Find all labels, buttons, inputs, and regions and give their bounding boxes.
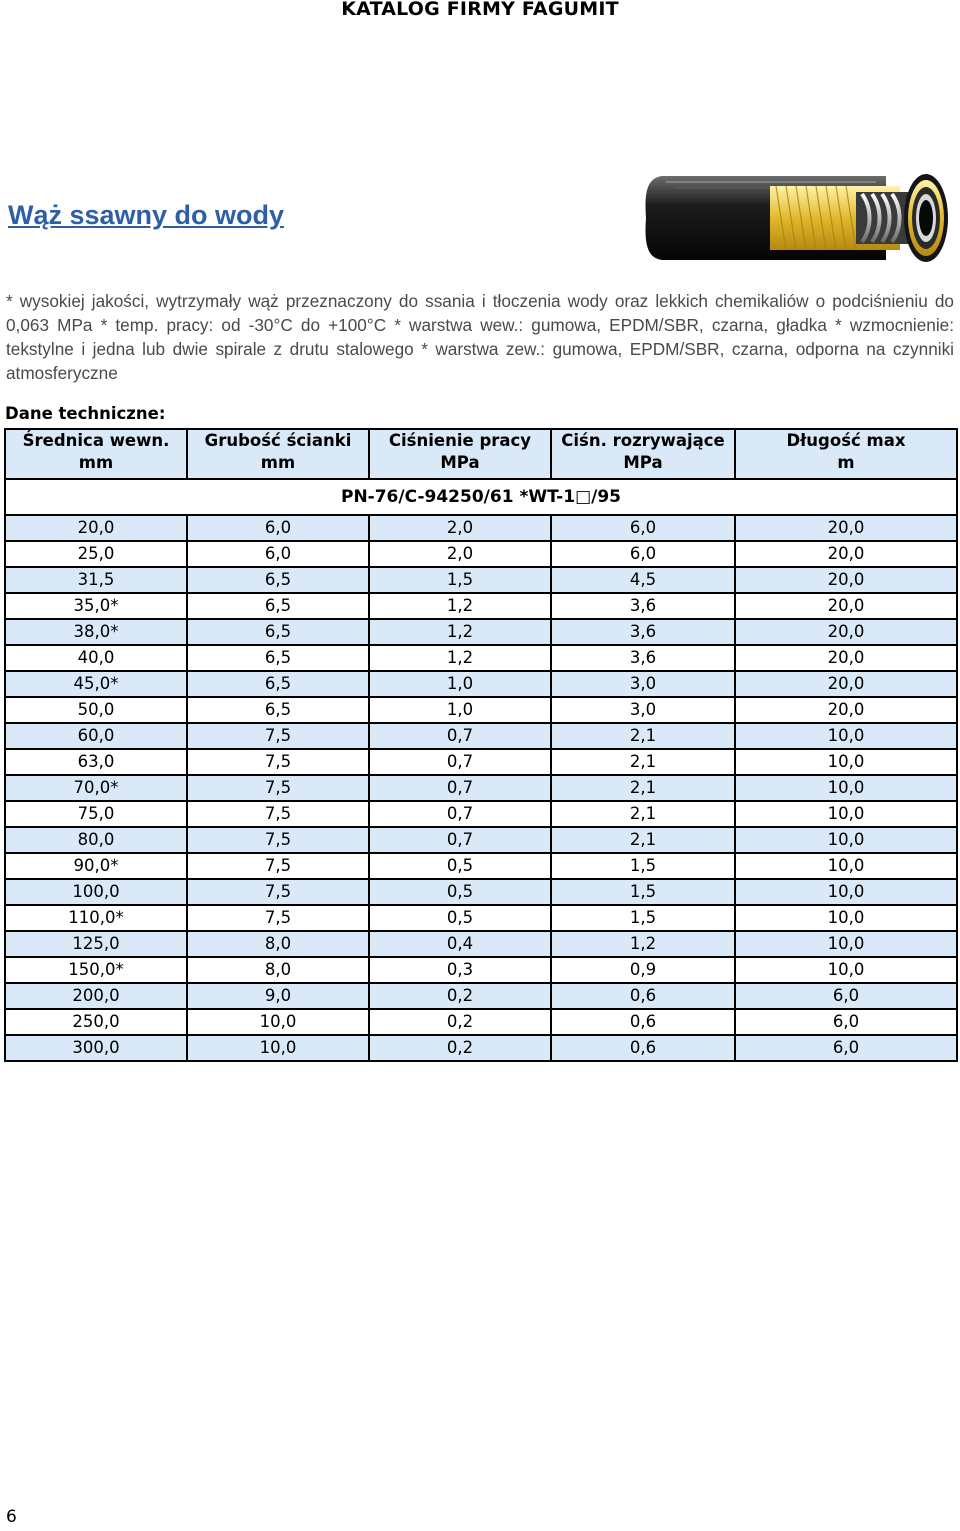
column-header-name: Ciśn. rozrywające — [561, 431, 725, 450]
table-cell: 0,6 — [551, 1035, 735, 1061]
table-cell: 6,0 — [551, 541, 735, 567]
technical-data-table — [4, 428, 958, 1062]
table-cell: 7,5 — [187, 905, 369, 931]
table-cell: 38,0* — [5, 619, 187, 645]
table-row — [5, 801, 957, 827]
table-cell: 10,0 — [735, 931, 957, 957]
table-cell: 1,5 — [551, 853, 735, 879]
column-header-burst-pressure — [551, 429, 735, 479]
table-cell: 1,5 — [369, 567, 551, 593]
table-cell: 63,0 — [5, 749, 187, 775]
table-cell: 0,3 — [369, 957, 551, 983]
table-cell: 20,0 — [735, 515, 957, 541]
column-header-name: Długość max — [786, 431, 906, 450]
table-cell: 10,0 — [735, 723, 957, 749]
table-cell: 7,5 — [187, 853, 369, 879]
table-row — [5, 645, 957, 671]
table-cell: 6,0 — [735, 1035, 957, 1061]
table-cell: 150,0* — [5, 957, 187, 983]
column-header-unit: mm — [78, 453, 114, 472]
table-cell: 20,0 — [735, 671, 957, 697]
table-cell: 250,0 — [5, 1009, 187, 1035]
table-cell: 10,0 — [187, 1035, 369, 1061]
table-cell: 6,5 — [187, 645, 369, 671]
table-row — [5, 931, 957, 957]
table-cell: 6,5 — [187, 671, 369, 697]
table-cell: 2,0 — [369, 541, 551, 567]
table-cell: 6,0 — [735, 983, 957, 1009]
column-header-working-pressure — [369, 429, 551, 479]
table-cell: 50,0 — [5, 697, 187, 723]
table-cell: 80,0 — [5, 827, 187, 853]
table-cell: 10,0 — [735, 749, 957, 775]
table-cell: 1,0 — [369, 697, 551, 723]
table-cell: 20,0 — [735, 619, 957, 645]
table-cell: 20,0 — [735, 593, 957, 619]
table-cell: 20,0 — [735, 541, 957, 567]
table-cell: 0,6 — [551, 1009, 735, 1035]
table-cell: 25,0 — [5, 541, 187, 567]
norm-cell: PN-76/C-94250/61 *WT-1□/95 — [5, 479, 957, 515]
table-cell: 0,7 — [369, 749, 551, 775]
column-header-name: Ciśnienie pracy — [388, 431, 532, 450]
table-cell: 0,2 — [369, 983, 551, 1009]
table-row — [5, 1035, 957, 1061]
table-row — [5, 749, 957, 775]
table-cell: 10,0 — [735, 879, 957, 905]
table-cell: 3,6 — [551, 593, 735, 619]
table-cell: 2,1 — [551, 723, 735, 749]
table-cell: 7,5 — [187, 749, 369, 775]
table-cell: 3,0 — [551, 697, 735, 723]
table-cell: 75,0 — [5, 801, 187, 827]
table-row — [5, 983, 957, 1009]
table-cell: 3,0 — [551, 671, 735, 697]
table-cell: 200,0 — [5, 983, 187, 1009]
table-cell: 0,6 — [551, 983, 735, 1009]
product-title: Wąż ssawny do wody — [8, 200, 285, 230]
table-cell: 0,2 — [369, 1035, 551, 1061]
table-row — [5, 567, 957, 593]
table-cell: 10,0 — [735, 775, 957, 801]
column-header-name: Grubość ścianki — [204, 431, 352, 450]
table-cell: 3,6 — [551, 619, 735, 645]
table-row — [5, 697, 957, 723]
table-cell: 8,0 — [187, 931, 369, 957]
table-row — [5, 775, 957, 801]
table-cell: 7,5 — [187, 801, 369, 827]
table-cell: 0,5 — [369, 853, 551, 879]
column-header-max-length — [735, 429, 957, 479]
table-cell: 7,5 — [187, 879, 369, 905]
table-row — [5, 593, 957, 619]
table-cell: 2,0 — [369, 515, 551, 541]
table-cell: 4,5 — [551, 567, 735, 593]
table-cell: 6,5 — [187, 697, 369, 723]
table-row — [5, 541, 957, 567]
table-cell: 20,0 — [5, 515, 187, 541]
column-header-unit: MPa — [623, 453, 663, 472]
table-cell: 3,6 — [551, 645, 735, 671]
table-cell: 1,2 — [369, 593, 551, 619]
table-cell: 7,5 — [187, 723, 369, 749]
table-cell: 10,0 — [735, 957, 957, 983]
table-row — [5, 619, 957, 645]
table-cell: 0,9 — [551, 957, 735, 983]
table-row — [5, 1009, 957, 1035]
table-row — [5, 671, 957, 697]
table-cell: 6,5 — [187, 593, 369, 619]
table-cell: 0,7 — [369, 723, 551, 749]
table-cell: 6,0 — [187, 515, 369, 541]
table-cell: 0,2 — [369, 1009, 551, 1035]
table-row — [5, 515, 957, 541]
table-cell: 8,0 — [187, 957, 369, 983]
table-row — [5, 723, 957, 749]
table-cell: 10,0 — [187, 1009, 369, 1035]
table-cell: 0,7 — [369, 827, 551, 853]
table-cell: 0,7 — [369, 775, 551, 801]
page-number: 6 — [6, 1507, 17, 1527]
table-cell: 1,2 — [551, 931, 735, 957]
table-cell: 10,0 — [735, 853, 957, 879]
table-cell: 2,1 — [551, 801, 735, 827]
table-cell: 20,0 — [735, 645, 957, 671]
table-cell: 0,4 — [369, 931, 551, 957]
table-cell: 40,0 — [5, 645, 187, 671]
table-header-row — [5, 429, 957, 479]
page-header: KATALOG FIRMY FAGUMIT — [341, 0, 619, 18]
table-cell: 20,0 — [735, 567, 957, 593]
column-header-name: Średnica wewn. — [22, 431, 170, 450]
table-cell: 1,0 — [369, 671, 551, 697]
column-header-unit: mm — [260, 453, 296, 472]
table-cell: 125,0 — [5, 931, 187, 957]
table-cell: 35,0* — [5, 593, 187, 619]
table-cell: 0,5 — [369, 905, 551, 931]
table-row — [5, 879, 957, 905]
table-row — [5, 827, 957, 853]
table-cell: 20,0 — [735, 697, 957, 723]
table-cell: 1,2 — [369, 619, 551, 645]
table-cell: 110,0* — [5, 905, 187, 931]
table-cell: 31,5 — [5, 567, 187, 593]
table-cell: 6,5 — [187, 619, 369, 645]
table-cell: 7,5 — [187, 775, 369, 801]
table-cell: 100,0 — [5, 879, 187, 905]
table-cell: 90,0* — [5, 853, 187, 879]
table-cell: 10,0 — [735, 801, 957, 827]
technical-data-label: Dane techniczne: — [5, 404, 166, 423]
column-header-wall-thickness — [187, 429, 369, 479]
table-cell: 300,0 — [5, 1035, 187, 1061]
table-cell: 45,0* — [5, 671, 187, 697]
table-row — [5, 853, 957, 879]
product-description: * wysokiej jakości, wytrzymały wąż przeznaczony do ssania i tłoczenia wody oraz lekkich chemikaliów o podciśnieniu do 0,063 MPa * temp. pracy: od -30°C do +100°C * warstwa wew.: gumowa, EPDM/SBR, czarna, gładka * wzmocnienie: tekstylne i jedna lub dwie spirale z drutu stalowego * warstwa zew.: gumowa, EPDM/SBR, czarna, odporna na czynniki atmosferyczne — [6, 291, 954, 383]
table-cell: 0,5 — [369, 879, 551, 905]
table-cell: 6,0 — [735, 1009, 957, 1035]
table-body — [5, 515, 957, 1061]
table-cell: 6,0 — [551, 515, 735, 541]
table-cell: 2,1 — [551, 749, 735, 775]
table-cell: 1,5 — [551, 905, 735, 931]
table-cell: 2,1 — [551, 827, 735, 853]
table-cell: 9,0 — [187, 983, 369, 1009]
norm-row — [5, 479, 957, 515]
column-header-unit: m — [837, 453, 855, 472]
table-cell: 1,5 — [551, 879, 735, 905]
table-cell: 2,1 — [551, 775, 735, 801]
table-cell: 0,7 — [369, 801, 551, 827]
table-cell: 7,5 — [187, 827, 369, 853]
table-cell: 10,0 — [735, 827, 957, 853]
table-row — [5, 905, 957, 931]
table-cell: 70,0* — [5, 775, 187, 801]
column-header-unit: MPa — [440, 453, 480, 472]
table-cell: 10,0 — [735, 905, 957, 931]
table-cell: 6,0 — [187, 541, 369, 567]
hose-cross-section-image — [636, 168, 952, 268]
table-cell: 1,2 — [369, 645, 551, 671]
column-header-diameter — [5, 429, 187, 479]
table-cell: 60,0 — [5, 723, 187, 749]
table-cell: 6,5 — [187, 567, 369, 593]
table-row — [5, 957, 957, 983]
